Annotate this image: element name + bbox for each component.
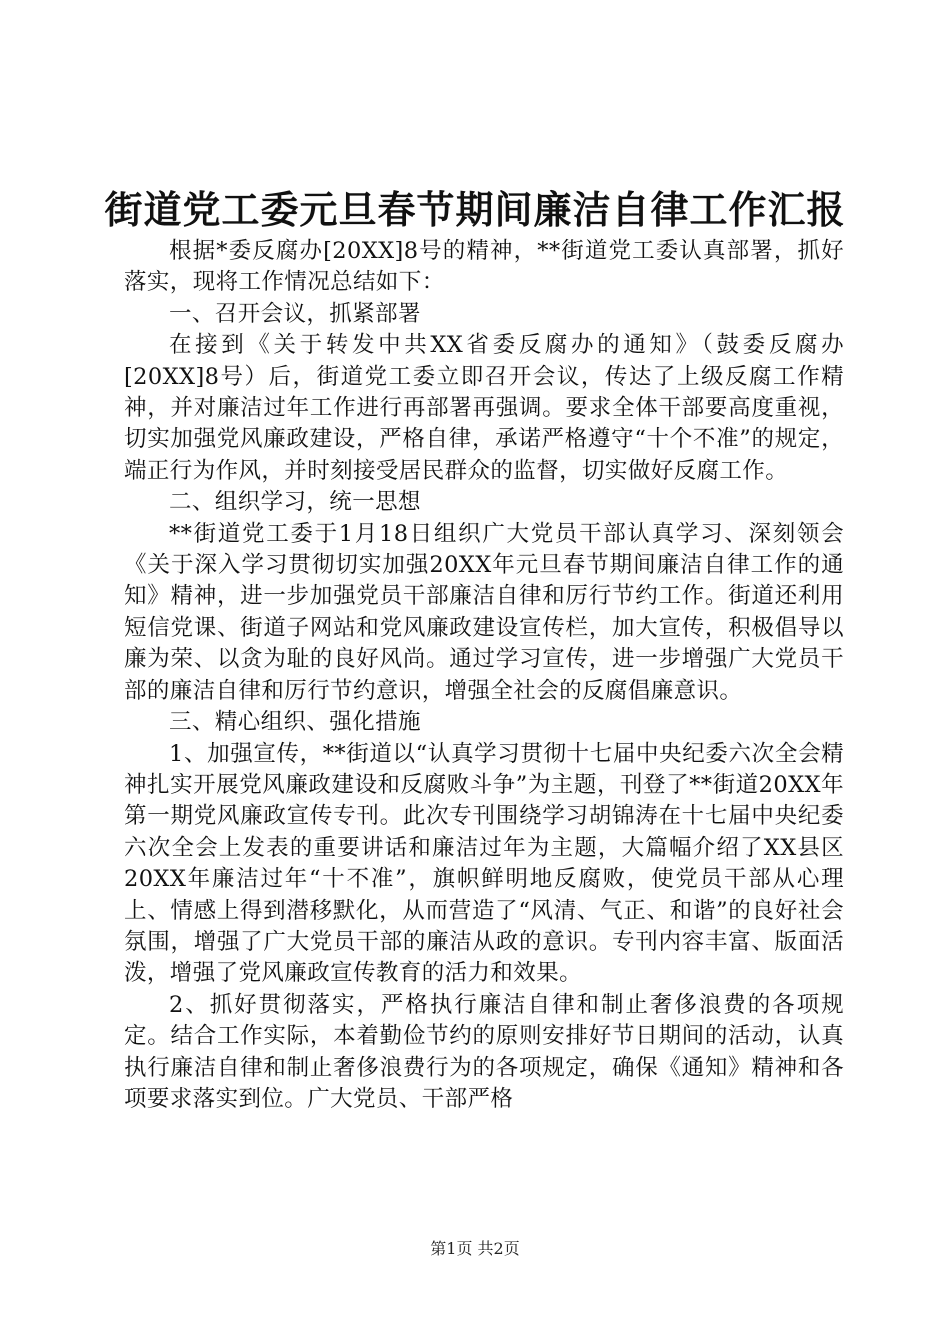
page-number: 第1页 共2页: [430, 1239, 520, 1258]
document-body: [124, 236, 844, 1115]
section-heading-1: 一、召开会议，抓紧部署: [169, 300, 421, 327]
intro-paragraph: 根据*委反腐办[20XX]8号的精神，**街道党工委认真部署，抓好落实，现将工作情况总结如下：: [124, 238, 844, 296]
section-2-paragraph: **街道党工委于1月18日组织广大党员干部认真学习、深刻领会《关于深入学习贯彻切实加强20XX年元旦春节期间廉洁自律工作的通知》精神，进一步加强党员干部廉洁自律和厉行节约工作。街道还利用短信党课、街道子网站和党风廉政建设宣传栏，加大宣传，积极倡导以廉为荣、以贪为耻的良好风尚。通过学习宣传，进一步增强广大党员干部的廉洁自律和厉行节约意识，增强全社会的反腐倡廉意识。: [124, 520, 844, 704]
section-heading-3: 三、精心组织、强化措施: [169, 709, 421, 736]
section-1-paragraph: 在接到《关于转发中共XX省委反腐办的通知》（鼓委反腐办[20XX]8号）后，街道党工委立即召开会议，传达了上级反腐工作精神，并对廉洁过年工作进行再部署再强调。要求全体干部要高度重视，切实加强党风廉政建设，严格自律，承诺严格遵守“十个不准”的规定，端正行为作风，并时刻接受居民群众的监督，切实做好反腐工作。: [124, 332, 844, 484]
section-3-item-1-paragraph: 1、加强宣传，**街道以“认真学习贯彻十七届中央纪委六次全会精神扎实开展党风廉政建设和反腐败斗争”为主题，刊登了**街道20XX年第一期党风廉政宣传专刊。此次专刊围绕学习胡锦涛在十七届中央纪委六次全会上发表的重要讲话和廉洁过年为主题，大篇幅介绍了XX县区20XX年廉洁过年“十不准”，旗帜鲜明地反腐败，使党员干部从心理上、情感上得到潜移默化，从而营造了“风清、气正、和谐”的良好社会氛围，增强了广大党员干部的廉洁从政的意识。专刊内容丰富、版面活泼，增强了党风廉政宣传教育的活力和效果。: [124, 740, 844, 987]
section-heading-2: 二、组织学习，统一思想: [169, 489, 421, 516]
document-title: 街道党工委元旦春节期间廉洁自律工作汇报: [104, 187, 846, 232]
section-3-item-2-paragraph: 2、抓好贯彻落实，严格执行廉洁自律和制止奢侈浪费的各项规定。结合工作实际，本着勤俭节约的原则安排好节日期间的活动，认真执行廉洁自律和制止奢侈浪费行为的各项规定，确保《通知》精神和各项要求落实到位。广大党员、干部严格: [124, 991, 844, 1112]
